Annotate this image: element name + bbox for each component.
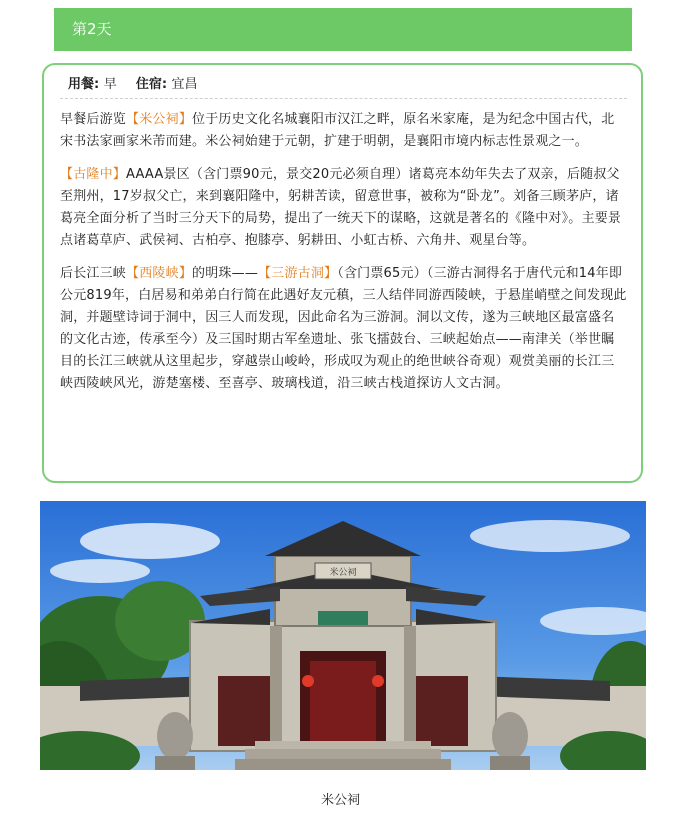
p2-post: AAAA景区（含门票90元，景交20元必须自理）诸葛亮本幼年失去了双亲，后随叔父至荆州，17岁叔父亡，来到襄阳隆中，躬耕苦读，留意世事，被称为“卧龙”。刘备三顾茅庐，诸葛亮全面分析了当时三分天下的局势，提出了一统天下的谋略，这就是著名的《隆中对》。主要景点诸葛草庐、武侯祠、古柏亭、抱膝亭、躬耕田、小虹古桥、六角井、观星台等。 [60, 167, 622, 248]
stay-value: 宜昌 [171, 77, 198, 92]
p3-post: （含门票65元）（三游古洞得名于唐代元和14年即公元819年，白居易和弟弟白行简在此遇好友元稹，三人结伴同游西陵峡，于悬崖峭壁之间发现此洞，并题壁诗词于洞中，因三人而发现，因此命名为三游洞。洞以文传，遂为三峡地区最富盛名的文化古迹，传承至今）及三国时期古军垒遗址、张飞擂鼓台、三峡起始点——南津关（举世瞩目的长江三峡就从这里起步，穿越崇山峻岭，形成叹为观止的绝世峡谷奇观）观赏美丽的长江三峡西陵峡风光，游楚塞楼、至喜亭、玻璃栈道，沿三峡古栈道探访人文古洞。 [60, 266, 627, 391]
highlight-xi-ling-xia: 【西陵峡】 [126, 266, 193, 281]
p3-pre: 后长江三峡 [60, 266, 127, 281]
photo-caption: 米公祠 [320, 793, 360, 808]
paragraph-gu-long-zhong [60, 164, 627, 252]
day-title: 第2天 [72, 20, 112, 38]
meal-value: 早 [103, 77, 117, 92]
itinerary-card [42, 63, 643, 483]
p1-post: 位于历史文化名城襄阳市汉江之畔，原名米家庵，是为纪念中国古代，北宋书法家画家米芾而建。米公祠始建于元朝，扩建于明朝，是襄阳市境内标志性景观之一。 [60, 112, 615, 149]
highlight-san-you-gu-dong: 【三游古洞】 [258, 266, 338, 281]
gate-plaque-text: 米公祠 [329, 568, 357, 578]
highlight-mi-gong-ci: 【米公祠】 [126, 112, 193, 127]
p1-pre: 早餐后游览 [60, 112, 127, 127]
day-header [54, 8, 632, 51]
stay-label: 住宿: [135, 77, 168, 92]
p3-mid: 的明珠—— [192, 266, 259, 281]
highlight-gu-long-zhong: 【古隆中】 [60, 167, 127, 182]
mi-gong-ci-photo [40, 501, 646, 770]
paragraph-san-you-dong [60, 263, 627, 395]
meal-lodging-info [60, 73, 627, 99]
paragraph-mi-gong-ci [60, 109, 627, 153]
meal-label: 用餐: [68, 77, 100, 92]
